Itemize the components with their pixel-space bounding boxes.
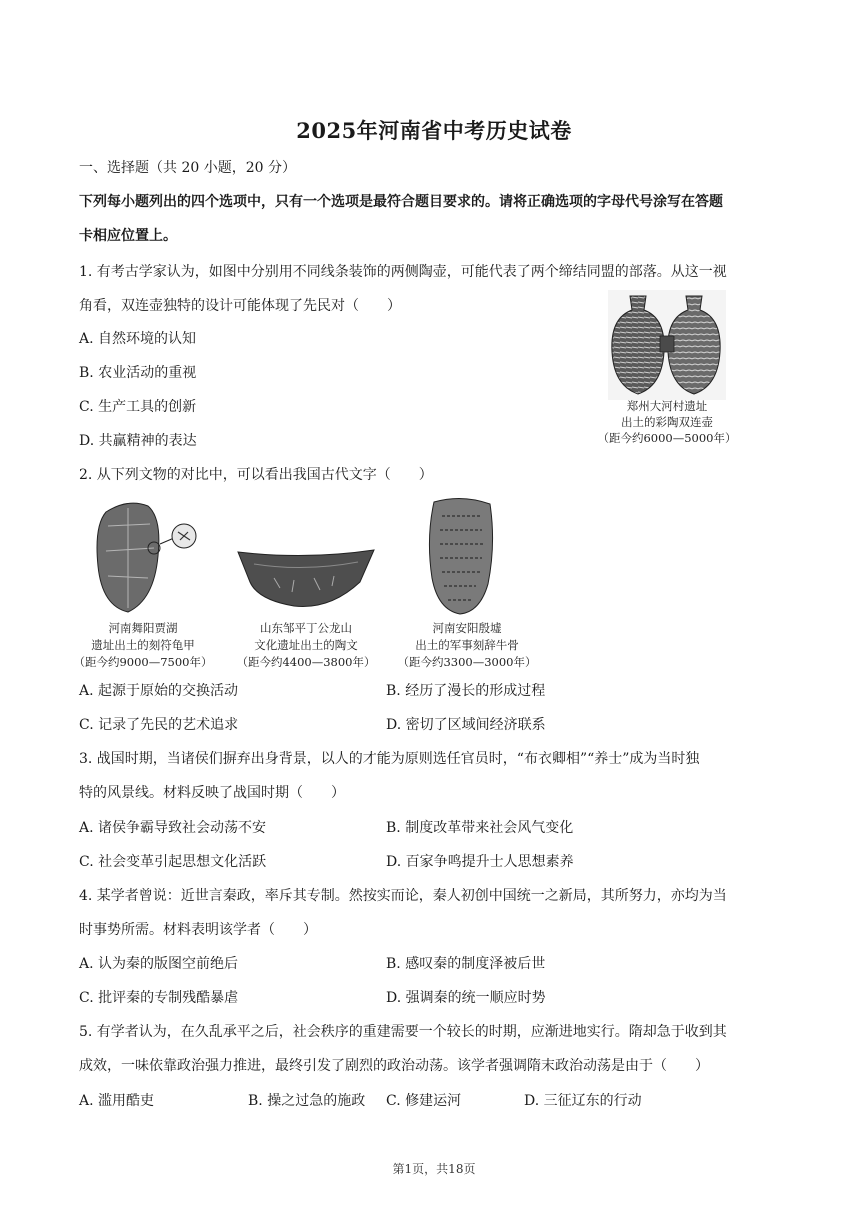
q4-stem-line-1: 4. 某学者曾说：近世言秦政，率斥其专制。然按实而论，秦人初创中国统一之新局，其所努力，亦均为当 (79, 888, 727, 904)
q4-stem-line-2: 时事势所需。材料表明该学者（ ） (79, 922, 317, 938)
page-number-footer: 第1页，共18页 (392, 1162, 476, 1176)
q3-option-b[interactable]: B. 制度改革带来社会风气变化 (386, 820, 574, 836)
q1-option-b[interactable]: B. 农业活动的重视 (79, 365, 197, 381)
q2-caption-3-line-3: （距今约3300—3000年） (397, 655, 537, 669)
oracle-bone-image (424, 494, 500, 618)
q3-option-c[interactable]: C. 社会变革引起思想文化活跃 (79, 854, 267, 870)
q2-caption-1-line-3: （距今约9000—7500年） (73, 655, 213, 669)
q2-caption-3-line-1: 河南安阳殷墟 (432, 621, 502, 635)
pottery-shard-image (234, 546, 378, 616)
double-jar-image (608, 290, 726, 400)
q1-stem-line-1: 1. 有考古学家认为，如图中分别用不同线条装饰的两侧陶壶，可能代表了两个缔结同盟的部落。从这一视 (79, 264, 727, 280)
q1-caption-line-3: （距今约6000—5000年） (597, 431, 737, 445)
q1-option-c[interactable]: C. 生产工具的创新 (79, 399, 197, 415)
q5-option-c[interactable]: C. 修建运河 (386, 1093, 462, 1109)
q2-caption-3-line-2: 出土的军事刻辞牛骨 (415, 638, 519, 652)
q2-caption-2-line-1: 山东邹平丁公龙山 (260, 621, 352, 635)
q1-caption-line-1: 郑州大河村遗址 (626, 399, 708, 413)
q2-option-b[interactable]: B. 经历了漫长的形成过程 (386, 683, 546, 699)
q4-option-b[interactable]: B. 感叹秦的制度泽被后世 (386, 956, 546, 972)
q5-stem-line-2: 成效，一味依靠政治强力推进，最终引发了剧烈的政治动荡。该学者强调隋末政治动荡是由于（ ） (79, 1058, 709, 1074)
q2-caption-2-line-2: 文化遗址出土的陶文 (254, 638, 358, 652)
section-heading: 一、选择题（共 20 小题，20 分） (79, 160, 296, 176)
q2-stem: 2. 从下列文物的对比中，可以看出我国古代文字（ ） (79, 467, 433, 483)
q1-caption-line-2: 出土的彩陶双连壶 (621, 415, 713, 429)
q4-option-a[interactable]: A. 认为秦的版图空前绝后 (79, 956, 239, 972)
q1-option-d[interactable]: D. 共赢精神的表达 (79, 433, 197, 449)
q2-caption-2-line-3: （距今约4400—3800年） (236, 655, 376, 669)
q2-option-c[interactable]: C. 记录了先民的艺术追求 (79, 717, 239, 733)
q3-stem-line-1: 3. 战国时期，当诸侯们摒弃出身背景，以人的才能为原则选任官员时，“布衣卿相”“养士”成为当时独 (79, 751, 700, 767)
page-title: 2025年河南省中考历史试卷 (296, 118, 572, 143)
q3-option-a[interactable]: A. 诸侯争霸导致社会动荡不安 (79, 820, 267, 836)
q3-option-d[interactable]: D. 百家争鸣提升士人思想素养 (386, 854, 574, 870)
q3-stem-line-2: 特的风景线。材料反映了战国时期（ ） (79, 785, 345, 801)
q2-caption-1-line-2: 遗址出土的刻符龟甲 (91, 638, 195, 652)
q5-stem-line-1: 5. 有学者认为，在久乱承平之后，社会秩序的重建需要一个较长的时期，应渐进地实行。隋却急于收到其 (79, 1024, 727, 1040)
q5-option-b[interactable]: B. 操之过急的施政 (248, 1093, 366, 1109)
q1-stem-line-2: 角看，双连壶独特的设计可能体现了先民对（ ） (79, 298, 401, 314)
tortoise-shell-image (88, 496, 198, 616)
q1-option-a[interactable]: A. 自然环境的认知 (79, 331, 197, 347)
q2-option-d[interactable]: D. 密切了区域间经济联系 (386, 717, 546, 733)
q4-option-c[interactable]: C. 批评秦的专制残酷暴虐 (79, 990, 239, 1006)
instruction-line-2: 卡相应位置上。 (79, 228, 177, 244)
q4-option-d[interactable]: D. 强调秦的统一顺应时势 (386, 990, 546, 1006)
q5-option-d[interactable]: D. 三征辽东的行动 (524, 1093, 642, 1109)
instruction-line-1: 下列每小题列出的四个选项中，只有一个选项是最符合题目要求的。请将正确选项的字母代号涂写在答题 (79, 194, 723, 210)
q2-caption-1-line-1: 河南舞阳贾湖 (108, 621, 178, 635)
q2-option-a[interactable]: A. 起源于原始的交换活动 (79, 683, 239, 699)
q5-option-a[interactable]: A. 滥用酷吏 (79, 1093, 155, 1109)
